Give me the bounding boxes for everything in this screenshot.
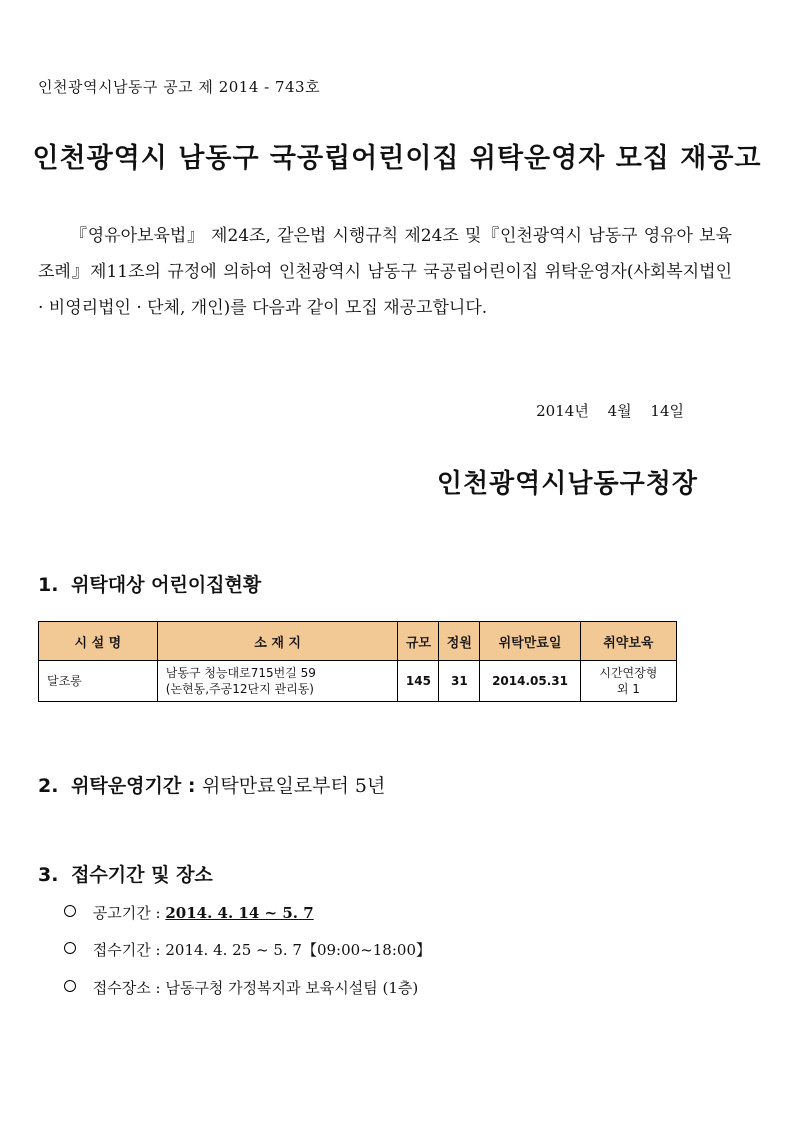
section2-number: 2. [38, 775, 59, 797]
section2-title: 위탁운영기간 : [71, 775, 196, 797]
list-item [64, 902, 314, 923]
cell-address [157, 661, 398, 702]
section1-number: 1. [38, 574, 59, 596]
cell-facility-name: 달조롱 [39, 661, 158, 702]
table-header-row [39, 622, 677, 661]
announcement-date [536, 400, 684, 421]
section3-title: 접수기간 및 장소 [71, 864, 213, 886]
vulnerable-line2: 외 1 [616, 682, 640, 696]
header-expiry: 위탁만료일 [480, 622, 580, 661]
document-title: 인천광역시 남동구 국공립어린이집 위탁운영자 모집 재공고 [32, 143, 762, 174]
header-vulnerable-care: 취약보육 [580, 622, 676, 661]
list-item [64, 977, 418, 998]
circle-bullet-icon [64, 905, 76, 917]
header-capacity: 정원 [439, 622, 480, 661]
header-facility-name: 시 설 명 [39, 622, 158, 661]
address-line1: 남동구 청능대로715번길 59 [165, 666, 316, 680]
date-year: 2014년 [536, 402, 589, 420]
circle-bullet-icon [64, 942, 76, 954]
item-label: 접수장소 : [92, 979, 161, 997]
item-label: 공고기간 : [92, 904, 161, 922]
notice-number: 인천광역시남동구 공고 제 2014 - 743호 [38, 78, 321, 96]
item-value: 2014. 4. 14 ~ 5. 7 [165, 904, 314, 922]
address-line2: (논현동,주공12단지 관리동) [165, 682, 314, 696]
item-value: 남동구청 가정복지과 보육시설팀 (1층) [165, 979, 419, 997]
section1-title: 위탁대상 어린이집현황 [71, 574, 262, 596]
facility-table [38, 621, 677, 702]
issuer-name: 인천광역시남동구청장 [436, 469, 698, 499]
item-value: 2014. 4. 25 ~ 5. 7【09:00~18:00】 [165, 941, 431, 959]
item-label: 접수기간 : [92, 941, 161, 959]
announcement-paragraph: 『영유아보육법』 제24조, 같은법 시행규칙 제24조 및『인천광역시 남동구 영유아 보육조례』제11조의 규정에 의하여 인천광역시 남동구 국공립어린이집 위탁운영자(사회복지법인 · 비영리법인 · 단체, 개인)를 다음과 같이 모집 재공고합니다. [38, 226, 732, 318]
header-size: 규모 [398, 622, 439, 661]
cell-size: 145 [398, 661, 439, 702]
header-address: 소 재 지 [157, 622, 398, 661]
section2-value: 위탁만료일로부터 5년 [202, 775, 386, 797]
circle-bullet-icon [64, 980, 76, 992]
list-item [64, 939, 431, 960]
cell-capacity: 31 [439, 661, 480, 702]
section3-heading [38, 860, 213, 887]
vulnerable-line1: 시간연장형 [599, 666, 658, 680]
date-day: 14일 [650, 402, 684, 420]
table-row [39, 661, 677, 702]
cell-vulnerable-care [580, 661, 676, 702]
section1-heading [38, 570, 261, 597]
cell-expiry: 2014.05.31 [480, 661, 580, 702]
date-month: 4월 [607, 402, 632, 420]
section3-number: 3. [38, 864, 59, 886]
section2-heading [38, 771, 385, 798]
